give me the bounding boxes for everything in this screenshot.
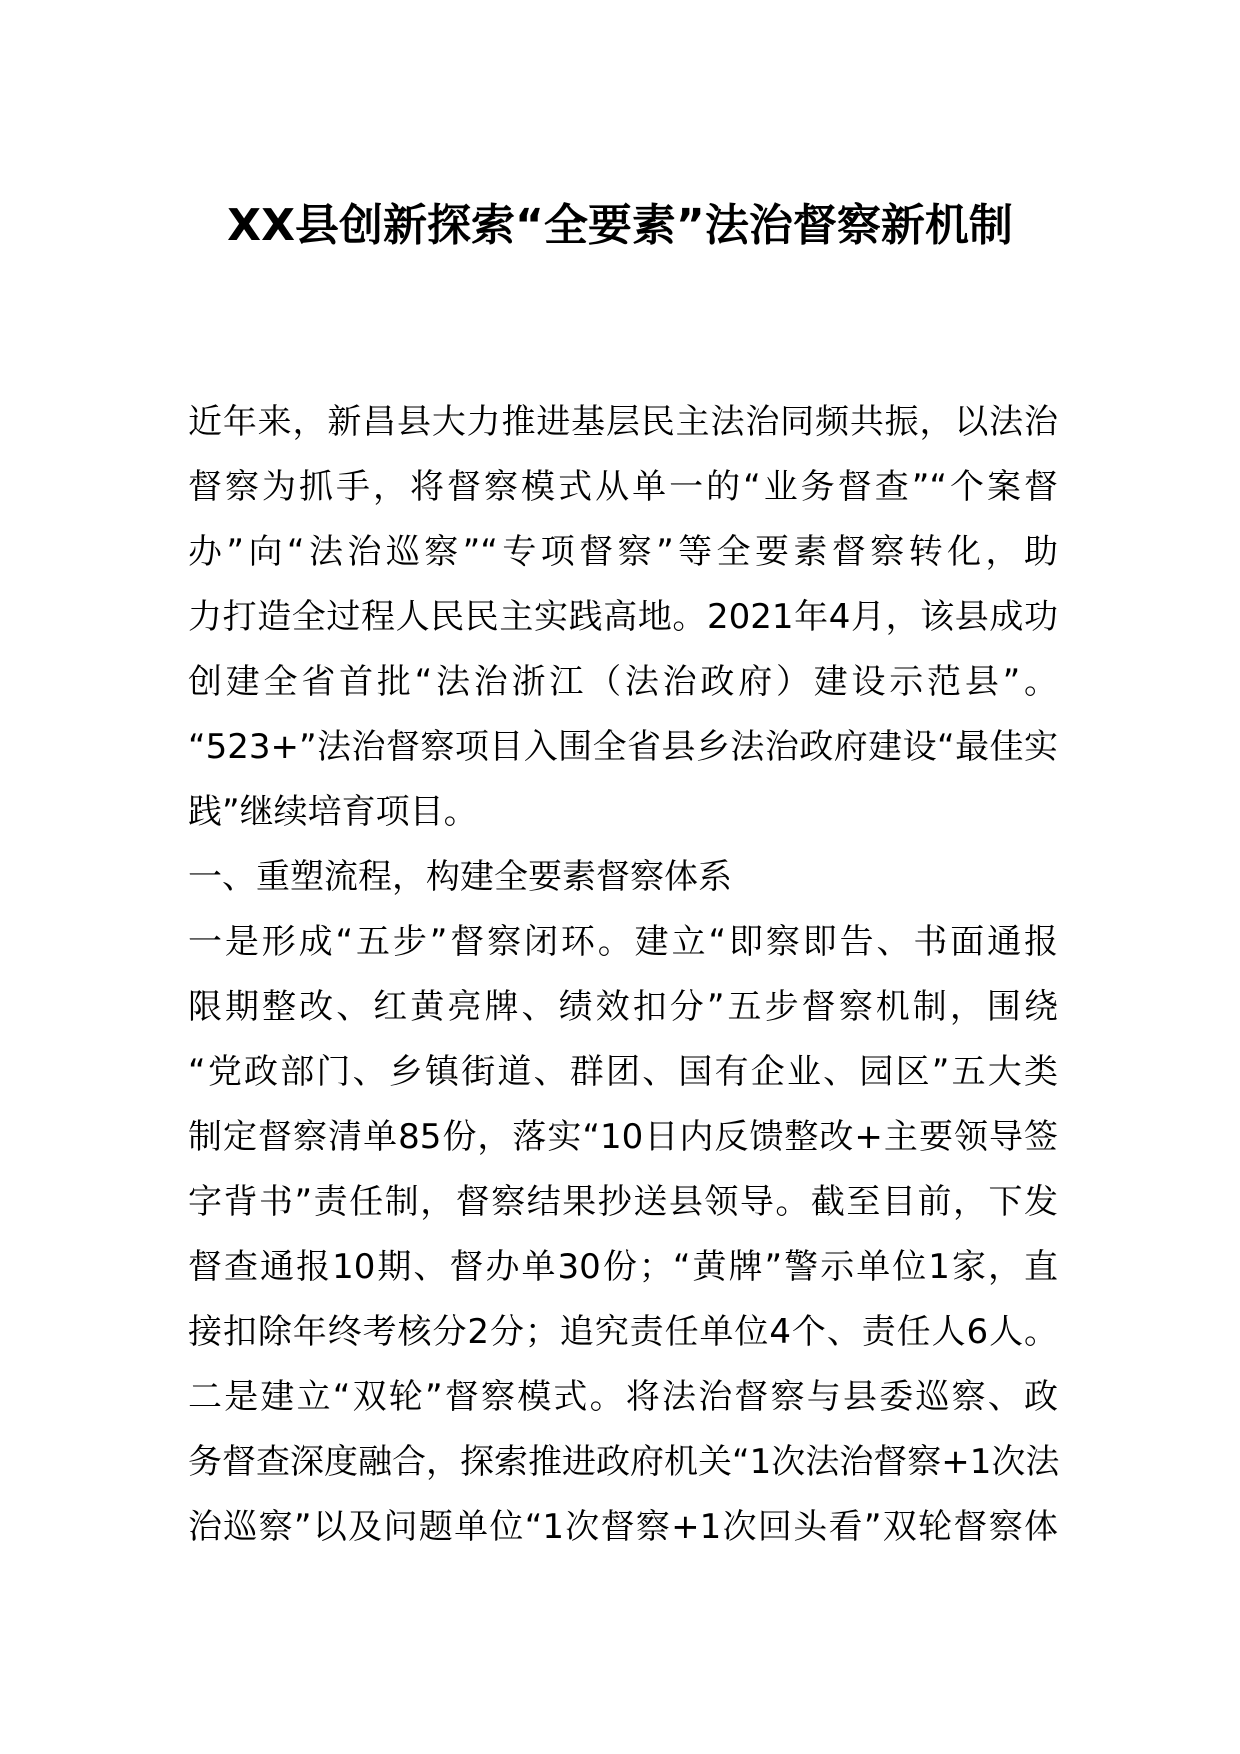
section-heading: 一、重塑流程，构建全要素督察体系 — [188, 857, 732, 897]
document-title: XX县创新探索“全要素”法治督察新机制 — [227, 200, 1013, 251]
paragraph-line: 督查通报10期、督办单30份；“黄牌”警示单位1家，直 — [188, 1247, 1058, 1287]
paragraph-line: 限期整改、红黄亮牌、绩效扣分”五步督察机制，围绕 — [188, 987, 1058, 1027]
paragraph-line: 力打造全过程人民民主实践高地。2021年4月，该县成功 — [188, 597, 1058, 637]
document-body — [188, 390, 1058, 1560]
paragraph-line: 二是建立“双轮”督察模式。将法治督察与县委巡察、政 — [188, 1377, 1058, 1417]
paragraph-line: 践”继续培育项目。 — [188, 792, 478, 832]
paragraph-line: 督察为抓手，将督察模式从单一的“业务督查”“个案督 — [188, 467, 1058, 507]
paragraph-line: 一是形成“五步”督察闭环。建立“即察即告、书面通报 — [188, 922, 1058, 962]
paragraph-line: 创建全省首批“法治浙江（法治政府）建设示范县”。 — [188, 662, 1058, 702]
paragraph-line: 办”向“法治巡察”“专项督察”等全要素督察转化，助 — [188, 532, 1058, 572]
paragraph-line: 接扣除年终考核分2分；追究责任单位4个、责任人6人。 — [188, 1312, 1058, 1352]
paragraph-line: 务督查深度融合，探索推进政府机关“1次法治督察+1次法 — [188, 1442, 1060, 1482]
paragraph-line: 治巡察”以及问题单位“1次督察+1次回头看”双轮督察体 — [188, 1507, 1058, 1547]
paragraph-line: “523+”法治督察项目入围全省县乡法治政府建设“最佳实 — [188, 727, 1058, 767]
paragraph-line: 制定督察清单85份，落实“10日内反馈整改+主要领导签 — [188, 1117, 1058, 1157]
paragraph-line: 近年来，新昌县大力推进基层民主法治同频共振，以法治 — [188, 402, 1058, 442]
paragraph-line: 字背书”责任制，督察结果抄送县领导。截至目前，下发 — [188, 1182, 1058, 1222]
paragraph-line: “党政部门、乡镇街道、群团、国有企业、园区”五大类 — [188, 1052, 1058, 1092]
